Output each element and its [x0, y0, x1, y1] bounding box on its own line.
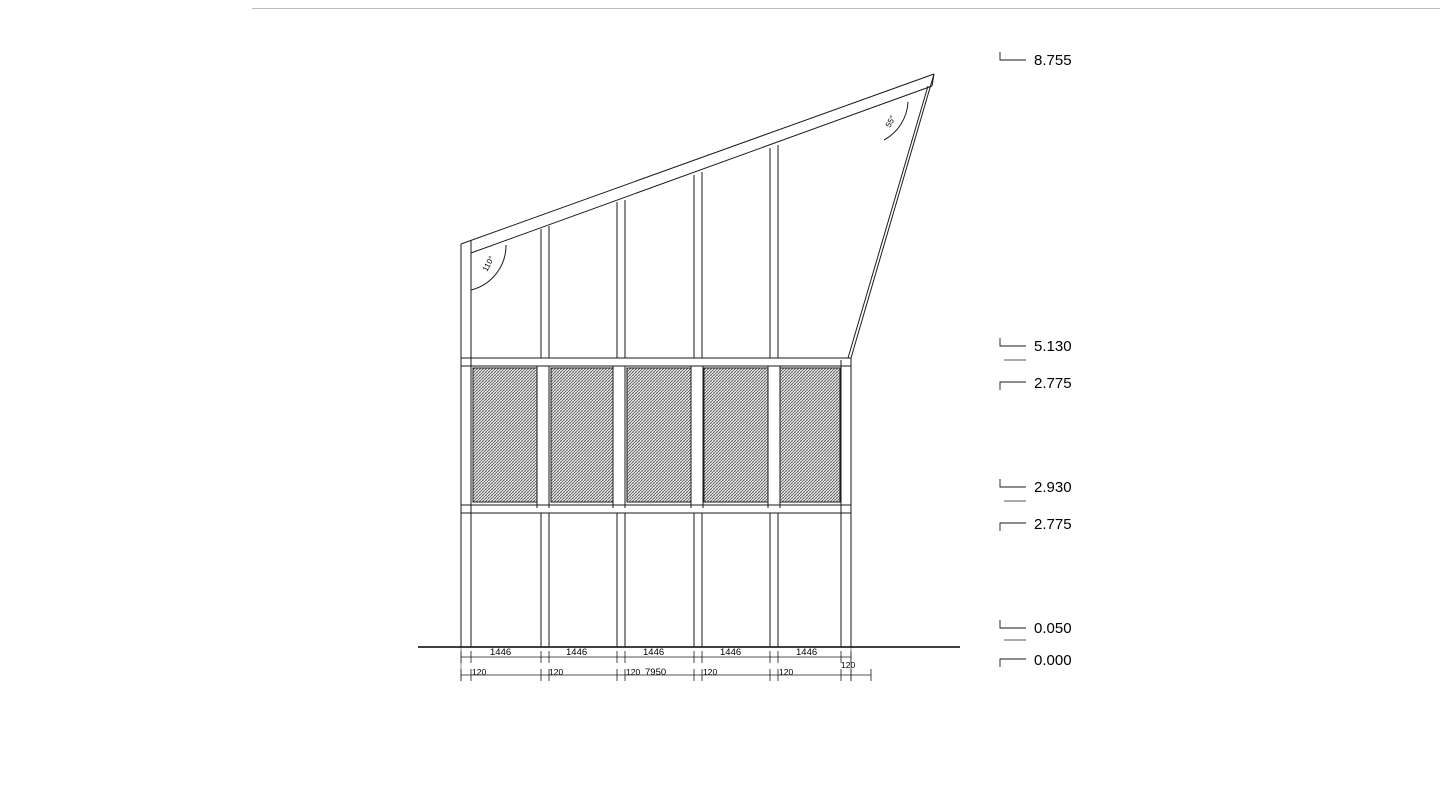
col-dim-3: 120: [626, 667, 641, 677]
col-dim-2: 120: [549, 667, 564, 677]
level-label-0000: 0.000: [1034, 652, 1072, 669]
angle-label-55: 55°: [883, 114, 898, 129]
roof-outer-edge: [461, 74, 934, 244]
col-dim-1: 120: [472, 667, 487, 677]
col-dim-4: 120: [703, 667, 718, 677]
bay-dim-3: 1446: [643, 647, 665, 658]
level-label-5130: 5.130: [1034, 338, 1072, 355]
mesh-panel-zone: [473, 368, 840, 502]
overall-width-label: 7950: [645, 667, 667, 678]
bay-dim-5: 1446: [796, 647, 818, 658]
col-dim-6: 120: [841, 660, 856, 670]
bay-dim-4: 1446: [720, 647, 742, 658]
upper-mullions: [541, 145, 778, 358]
bay-dim-1: 1446: [490, 647, 512, 658]
level-label-0050: 0.050: [1034, 620, 1072, 637]
lower-mullions: [541, 513, 778, 647]
level-markers: [1000, 52, 1026, 667]
col-dim-5: 120: [779, 667, 794, 677]
angle-label-110: 110°: [480, 254, 497, 273]
level-label-2930: 2.930: [1034, 479, 1072, 496]
level-label-2775-upper: 2.775: [1034, 375, 1072, 392]
level-label-2775-lower: 2.775: [1034, 516, 1072, 533]
level-label-8755: 8.755: [1034, 52, 1072, 69]
bay-dim-2: 1446: [566, 647, 588, 658]
